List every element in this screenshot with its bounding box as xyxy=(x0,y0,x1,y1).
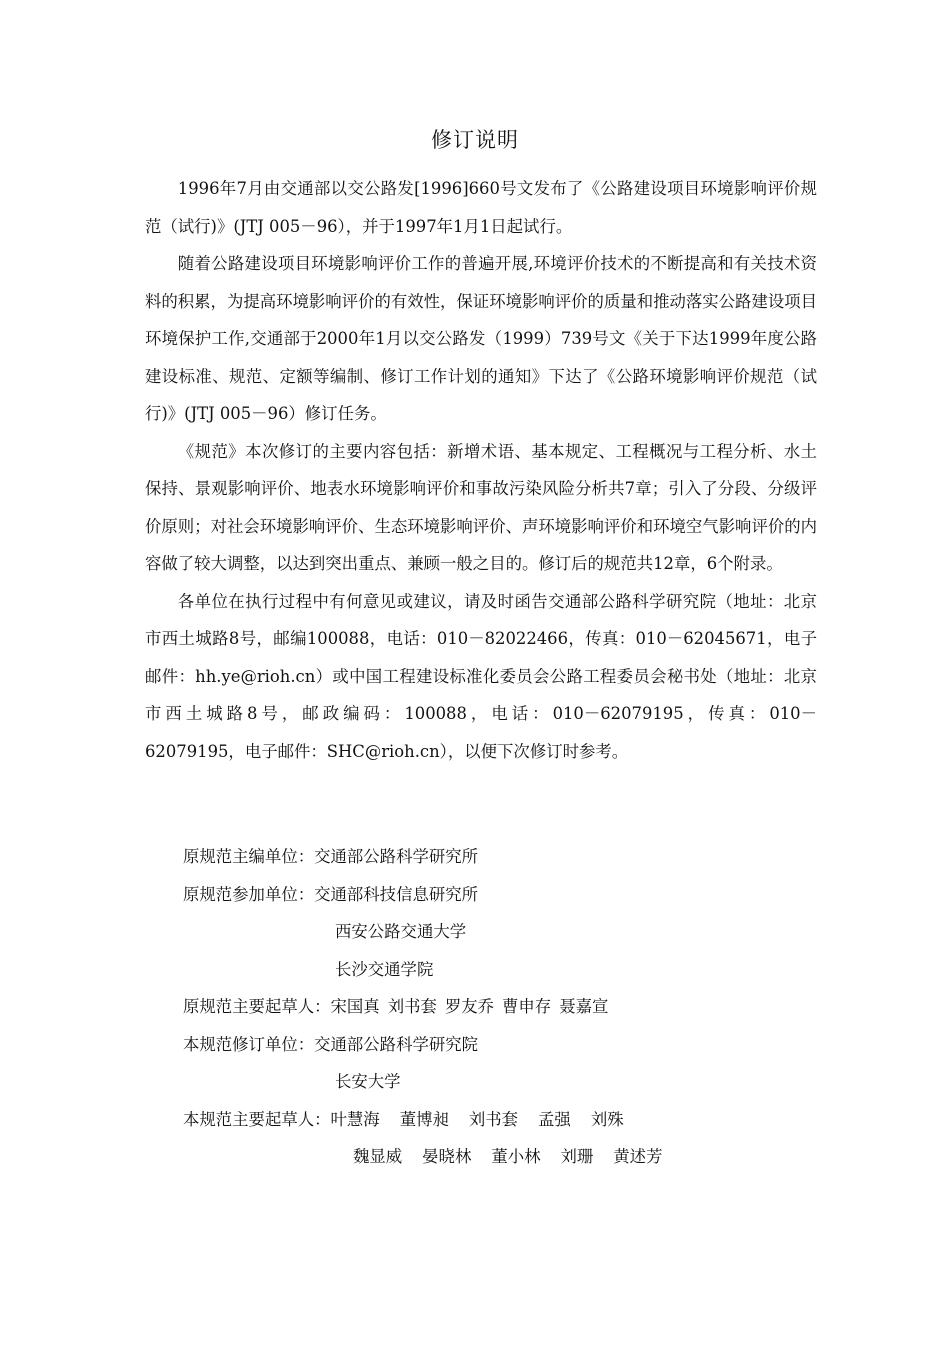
drafter-name: 董博昶 xyxy=(399,1109,449,1129)
paragraph-revision-content: 《规范》本次修订的主要内容包括：新增术语、基本规定、工程概况与工程分析、水土保持、景观影响评价、地表水环境影响评价和事故污染风险分析共7章；引入了分段、分级评价原则；对社会环境影响评价、生态环境影响评价、声环境影响评价和环境空气影响评价的内容做了较大调整，以达到突出重点、兼顾一般之目的。修订后的规范共12章，6个附录。 xyxy=(145,441,818,573)
credit-rev-units-cont xyxy=(183,1063,803,1101)
credit-value: 交通部公路科学研究所 xyxy=(314,847,479,866)
drafter-name: 宋国真 xyxy=(330,997,380,1016)
credit-value: 长安大学 xyxy=(335,1072,401,1091)
credit-rev-units xyxy=(183,1026,803,1064)
credit-value: 交通部公路科学研究院 xyxy=(314,1034,479,1054)
drafter-name: 曹申存 xyxy=(502,997,552,1016)
drafter-name: 刘书套 xyxy=(387,997,437,1016)
drafter-name: 晏晓林 xyxy=(422,1147,472,1166)
drafter-name: 董小林 xyxy=(491,1147,541,1166)
credit-label: 原规范主编单位： xyxy=(183,847,315,866)
drafter-name: 罗友乔 xyxy=(444,997,495,1016)
drafter-name: 刘书套 xyxy=(468,1109,519,1129)
drafter-name: 黄述芳 xyxy=(613,1147,663,1166)
credit-rev-drafters xyxy=(183,1101,803,1139)
drafter-name: 刘珊 xyxy=(560,1147,594,1166)
credit-value: 西安公路交通大学 xyxy=(335,922,467,941)
drafter-name: 孟强 xyxy=(538,1109,571,1129)
credit-orig-participants-cont xyxy=(183,913,803,951)
credit-orig-editor xyxy=(183,838,803,876)
drafter-name: 刘殊 xyxy=(590,1109,624,1129)
drafter-name: 聂嘉宣 xyxy=(559,997,609,1016)
drafter-name: 叶慧海 xyxy=(330,1109,380,1129)
credit-label: 原规范主要起草人： xyxy=(183,997,331,1016)
drafter-name: 魏显威 xyxy=(353,1147,403,1166)
credit-label: 本规范主要起草人： xyxy=(183,1109,331,1129)
paragraph-history: 1996年7月由交通部以交公路发[1996]660号文发布了《公路建设项目环境影响评价规范（试行)》(JTJ 005－96），并于1997年1月1日起试行。 xyxy=(145,179,817,236)
credits-block xyxy=(183,838,803,1176)
credit-value: 交通部科技信息研究所 xyxy=(314,884,479,904)
paragraph-background: 随着公路建设项目环境影响评价工作的普遍开展,环境评价技术的不断提高和有关技术资料的积累，为提高环境影响评价的有效性，保证环境影响评价的质量和推动落实公路建设项目环境保护工作,交通部于2000年1月以交公路发（1999）739号文《关于下达1999年度公路建设标准、规范、定额等编制、修订工作计划的通知》下达了《公路环境影响评价规范（试行)》(JTJ 005－96）修订任务。 xyxy=(145,254,818,423)
credit-orig-drafters xyxy=(183,988,803,1026)
credit-orig-participants xyxy=(183,876,803,914)
credit-orig-participants-cont xyxy=(183,951,803,989)
credit-rev-drafters-cont xyxy=(183,1138,803,1176)
credit-label: 原规范参加单位： xyxy=(183,884,315,904)
page-title: 修订说明 xyxy=(431,128,519,152)
paragraph-feedback-contact: 各单位在执行过程中有何意见或建议，请及时函告交通部公路科学研究院（地址：北京市西土城路8号，邮编100088，电话：010－82022466，传真：010－62045671，电子邮件：hh.ye@rioh.cn）或中国工程建设标准化委员会公路工程委员会秘书处（地址：北京市西土城路8号，邮政编码：100088，电话：010－62079195，传真：010－62079195，电子邮件：SHC@rioh.cn），以便下次修订时参考。 xyxy=(145,591,817,761)
body-text xyxy=(145,170,817,770)
credit-value: 长沙交通学院 xyxy=(335,959,434,979)
credit-label: 本规范修订单位： xyxy=(183,1034,315,1054)
